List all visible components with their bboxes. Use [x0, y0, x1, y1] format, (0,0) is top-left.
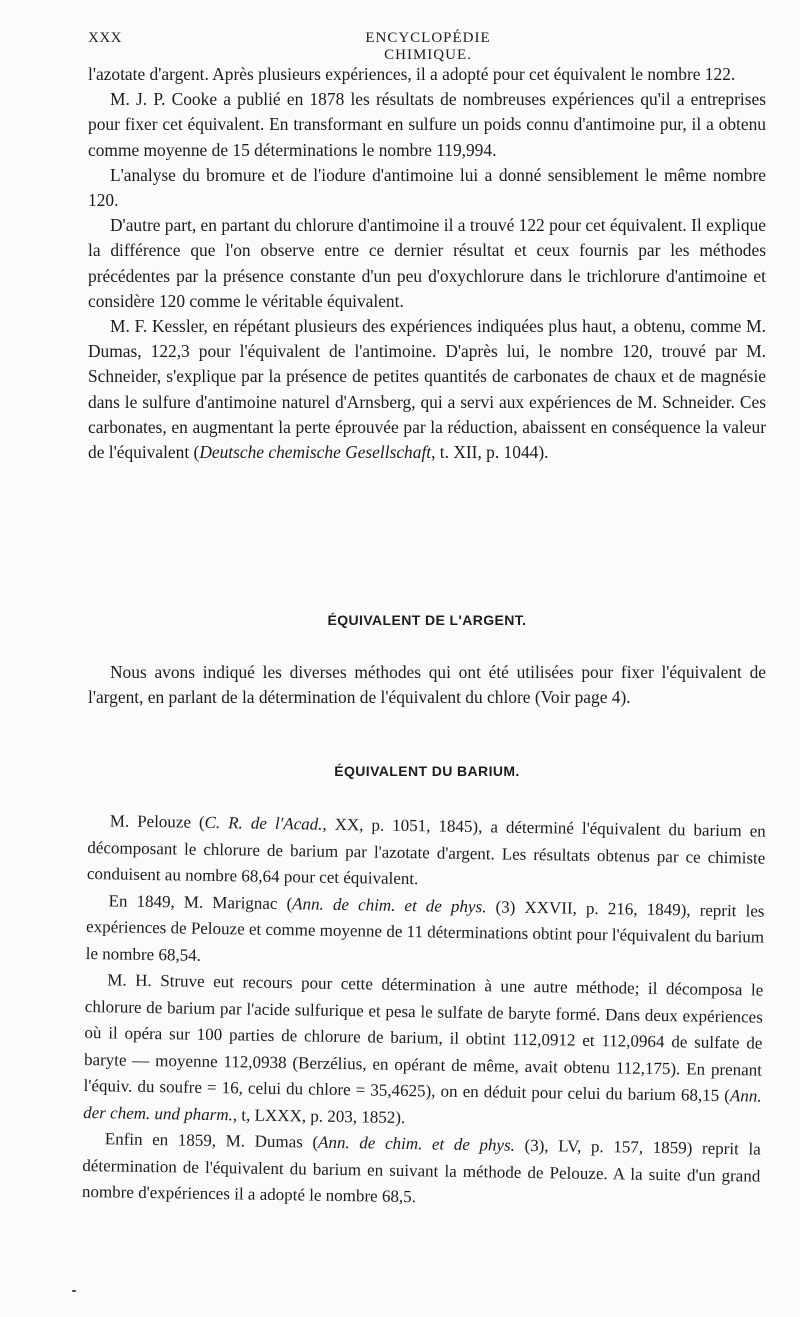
- journal-citation: Deutsche chemische Gesellschaft: [199, 442, 432, 463]
- paragraph-text: (3) XXVII, p. 216, 1849), reprit les expériences de Pelouze et comme moyenne de 11 déterminations obtint pour l'équivalent du barium le nombre 68,54.: [85, 896, 765, 965]
- paragraph-text: En 1849, M. Marignac (: [108, 890, 293, 913]
- paragraph: M. J. P. Cooke a publié en 1878 les résultats de nombreuses expériences qu'il a entreprises pour fixer cet équivalent. En transformant en sulfure un poids connu d'antimoine pur, il a obtenu comme moyenne de 15 déterminations le nombre 119,994.: [88, 89, 766, 160]
- paragraph: [83, 967, 763, 1137]
- paragraph: l'azotate d'argent. Après plusieurs expériences, il a adopté pour cet équivalent le nombre 122.: [88, 64, 736, 84]
- journal-citation: C. R. de l'Acad.: [204, 812, 323, 834]
- paragraph: [82, 1126, 761, 1216]
- journal-citation: Ann. der chem. und pharm.: [83, 1086, 762, 1124]
- paragraph: [87, 808, 766, 898]
- journal-citation: Ann. de chim. et de phys.: [292, 893, 487, 916]
- paragraph: Nous avons indiqué les diverses méthodes qui ont été utilisées pour fixer l'équivalent de l'argent, en parlant de la détermination de l'équivalent du chlore (Voir page 4).: [88, 662, 766, 708]
- paragraph-text: M. H. Struve eut recours pour cette détermination à une autre méthode; il décomposa le chlorure de barium par l'acide sulfurique et pesa le sulfate de baryte formé. Dans deux expériences où il opéra sur 100 parties de chlorure de barium, il obtint 112,0912 et 112,0964 de sulfate de baryte — moyenne 112,0938 (Berzélius, en opérant de même, avait obtenu 112,175). En prenant l'équiv. du soufre = 16, celui du chlore = 35,4625), on en déduit pour celui du barium 68,15 (: [83, 970, 764, 1106]
- scan-speck: [72, 1290, 76, 1292]
- paragraph: L'analyse du bromure et de l'iodure d'antimoine lui a donné sensiblement le même nombre 120.: [88, 164, 766, 211]
- page-folio: XXX: [88, 30, 122, 46]
- journal-citation: Ann. de chim. et de phys.: [317, 1132, 516, 1155]
- running-title: ENCYCLOPÉDIE CHIMIQUE.: [365, 30, 491, 63]
- paragraph: D'autre part, en partant du chlorure d'antimoine il a trouvé 122 pour cet équivalent. Il explique la différence que l'on observe entre ce dernier résultat et ceux fournis par les méthodes précédentes par la présence constante d'un peu d'oxychlorure dans le trichlorure d'antimoine et considère 120 comme le véritable équivalent.: [88, 215, 766, 311]
- paragraph-text: , XX, p. 1051, 1845), a déterminé l'équivalent du barium en décomposant le chlorure de barium par l'azotate d'argent. Les résultats obtenus par ce chimiste conduisent au nombre 68,64 pour cet équivalent.: [86, 814, 766, 889]
- paragraph: [86, 887, 765, 977]
- paragraph-text: , t. XII, p. 1044).: [431, 442, 549, 463]
- paragraph-text: (3), LV, p. 157, 1859) reprit la détermination de l'équivalent du barium en suivant la méthode de Pelouze. A la suite d'un grand nombre d'expériences il a adopté le nombre 68,5.: [81, 1135, 761, 1207]
- argent-section: [88, 660, 766, 710]
- antimony-section: [88, 62, 766, 465]
- section-heading-barium: ÉQUIVALENT DU BARIUM.: [334, 763, 520, 779]
- paragraph: [88, 314, 766, 465]
- running-head: [88, 30, 768, 63]
- paragraph-text: M. F. Kessler, en répétant plusieurs des expériences indiquées plus haut, a obtenu, comme M. Dumas, 122,3 pour l'équivalent de l'antimoine. D'après lui, le nombre 120, trouvé par M. Schneider, s'explique par la présence de petites quantités de carbonates de chaux et de magnésie dans le sulfure d'antimoine naturel d'Arnsberg, qui a servi aux expériences de M. Schneider. Ces carbonates, en augmentant la perte éprouvée par la réduction, abaissent en conséquence la valeur de l'équivalent (: [88, 316, 766, 463]
- barium-section: [81, 808, 766, 1207]
- paragraph-text: Enfin en 1859, M. Dumas (: [104, 1129, 319, 1152]
- section-heading-argent: ÉQUIVALENT DE L'ARGENT.: [327, 612, 527, 628]
- paragraph-text: , t, LXXX, p. 203, 1852).: [232, 1104, 406, 1127]
- paragraph-text: M. Pelouze (: [109, 811, 205, 832]
